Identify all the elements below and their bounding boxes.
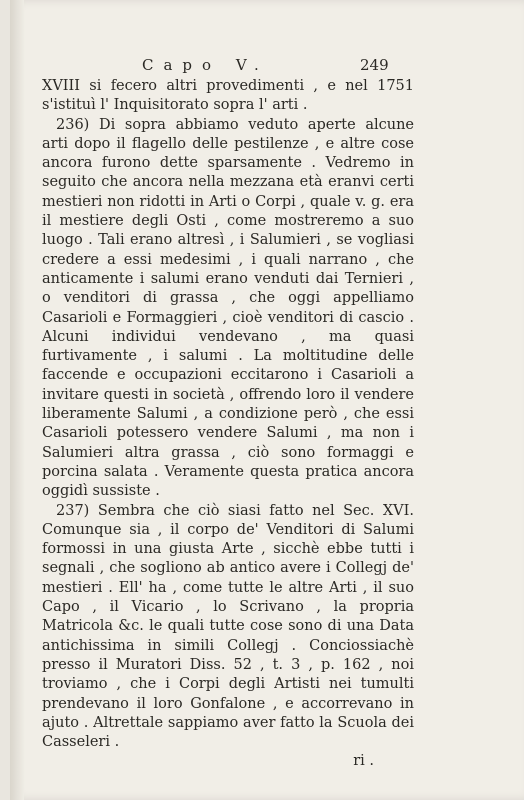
paragraph-237: 237) Sembra che ciò siasi fatto nel Sec. XVI. Comunque sia , il corpo de' Venditori di Salumi formossi in una giusta Arte , sicchè ebbe tutti i segnali , che sogliono ab antico avere i Collegj de' mestieri . Ell' ha , come tutte le altre Arti , il suo Capo , il Vicario , lo Scrivano , la propria Matricola &c. le quali tutte cose sono di una Data antichissima in simili Collegj . Conciossiachè presso il Muratori Diss. 52 , t. 3 , p. 162 , noi troviamo , che i Corpi degli Artisti nei tumulti prendevano il loro Gonfalone , e accorrevano in ajuto . Altrettale sappiamo aver fatto la Scuola dei Casseleri . [42,502,414,751]
page-gutter [10,0,24,800]
paragraph-continuation: XVIII si fecero altri provedimenti , e nel 1751 s'istituì l' Inquisitorato sopra l' arti . [42,78,414,114]
body-text [42,77,414,772]
book-page [10,0,524,800]
page-header [10,56,524,76]
catchword: ri . [353,753,374,770]
page-number: 249 [360,56,389,74]
paragraph-236: 236) Di sopra abbiamo veduto aperte alcune arti dopo il flagello delle pestilenze , e altre cose ancora furono dette sparsamente . Vedremo in seguito che ancora nella mezzana età eranvi certi mestieri non ridotti in Arti o Corpi , quale v. g. era il mestiere degli Osti , come mostreremo a suo luogo . Tali erano altresì , i Salumieri , se vogliasi credere a essi medesimi , i quali narrano , che anticamente i salumi erano venduti dai Ternieri , o venditori di grassa , che oggi appelliamo Casarioli e Formaggieri , cioè venditori di cascio . Alcuni individui vendevano , ma quasi furtivamente , i salumi . La moltitudine delle faccende e occupazioni eccitarono i Casarioli a invitare questi in società , offrendo loro il vendere liberamente Salumi , a condizione però , che essi Casarioli potessero vendere Salumi , ma non i Salumieri altra grassa , ciò sono formaggi e porcina salata . Veramente questa pratica ancora oggidì sussiste . [42,116,414,500]
running-head: Capo V. [142,56,269,74]
